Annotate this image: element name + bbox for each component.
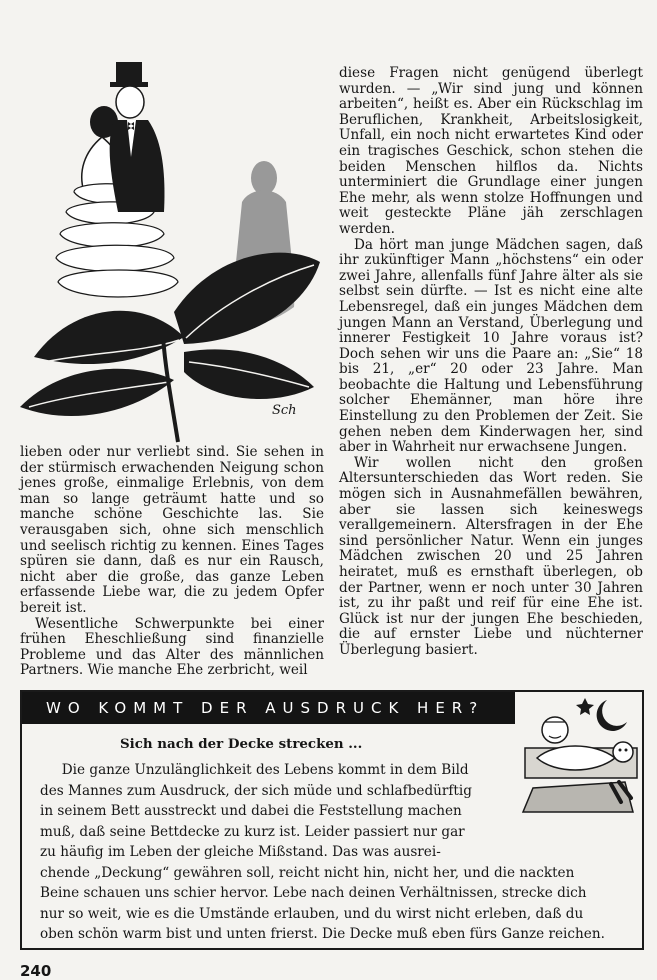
page-number: 240 bbox=[20, 962, 52, 980]
box-subtitle: Sich nach der Decke strecken ... bbox=[120, 736, 363, 752]
box-line-9: oben schön warm bist und unten frierst. Die Decke muß eben fürs Ganze reichen. bbox=[40, 926, 605, 942]
box-line-8: nur so weit, wie es die Umstände erlauben, und du wirst nicht erleben, daß du bbox=[40, 905, 584, 922]
right-paragraph-3: Wir wollen nicht den großen Altersunterschieden das Wort reden. Sie mögen sich in Ausnahmefällen bewähren, aber sie lassen sich keineswegs verallgemeinern. Altersfragen in der Ehe sind persönlicher Natur. Wenn ein junges Mädchen zwischen 20 und 25 Jahren heiratet, muß es ernsthaft überlegen, ob der Partner, wenn er noch unter 30 Jahren ist, zu ihr paßt und reif für eine Ehe ist. Glück ist nur der jungen Ehe beschieden, die auf ernster Liebe und nüchterner Überlegung basiert. bbox=[339, 454, 643, 658]
artist-signature: Sch bbox=[272, 403, 297, 418]
box-line-1: Die ganze Unzulänglichkeit des Lebens kommt in dem Bild bbox=[61, 762, 469, 778]
box-line-5: zu häufig im Leben der gleiche Mißstand. Das was ausrei- bbox=[40, 844, 441, 860]
box-body bbox=[40, 760, 636, 945]
box-line-2: des Mannes zum Ausdruck, der sich müde und schlafbedürftig bbox=[40, 782, 472, 799]
right-paragraph-2: Da hört man junge Mädchen sagen, daß ihr zukünftiger Mann „höchstens“ ein oder zwei Jahre, allenfalls fünf Jahre älter als sie selbst sein dürfte. — Ist es nicht eine alte Lebensregel, daß ein junges Mädchen dem jungen Mann an Verstand, Überlegung und innerer Festigkeit 10 Jahre voraus ist? Doch sehen wir uns die Paare an: „Sie“ 18 bis 21, „er“ 20 oder 23 Jahre. Man beobachte die Haltung und Lebensführung solcher Ehemänner, man höre ihre Einstellung zu den Problemen der Zeit. Sie gehen neben dem Kinderwagen her, sind aber in Wahrheit nur erwachsene Jungen. bbox=[339, 236, 643, 456]
box-line-3: in seinem Bett ausstreckt und dabei die Feststellung machen bbox=[40, 803, 462, 819]
box-line-6: chende „Deckung“ gewähren soll, reicht nicht hin, nicht her, und die nackten bbox=[40, 864, 575, 881]
couple-on-leaf-illustration bbox=[14, 62, 332, 444]
man-figure bbox=[110, 62, 165, 212]
box-line-4: muß, daß seine Bettdecke zu kurz ist. Leider passiert nur gar bbox=[40, 823, 465, 840]
right-column bbox=[339, 66, 643, 659]
left-column bbox=[20, 445, 324, 679]
box-header: WO KOMMT DER AUSDRUCK HER? bbox=[22, 692, 515, 724]
right-paragraph-1: diese Fragen nicht genügend überlegt wurden. — „Wir sind jung und können arbeiten“, heißt es. Aber ein Rückschlag im Beruflichen, Krankheit, Arbeitslosigkeit, Unfall, ein noch nicht erwartetes Kind oder ein tragisches Geschick, schon stehen die beiden Menschen hilflos da. Nichts unterminiert die Grundlage einer jungen Ehe mehr, als wenn stolze Hoffnungen und weit gesteckte Pläne jäh zerschlagen werden. bbox=[339, 65, 643, 237]
box-line-7: Beine schauen uns schier hervor. Lebe nach deinen Verhältnissen, strecke dich bbox=[40, 885, 587, 901]
left-paragraph-2: Wesentliche Schwerpunkte bei einer frühen Eheschließung sind finanzielle Probleme und das Alter des männlichen Partners. Wie manche Ehe zerbricht, weil bbox=[20, 615, 324, 679]
expression-origin-box bbox=[20, 690, 644, 950]
left-paragraph-1: lieben oder nur verliebt sind. Sie sehen in der stürmisch erwachenden Neigung schon jenes große, einmalige Erlebnis, von dem man so lange geträumt hatte und so manche schöne Geschichte las. Sie verausgaben sich, ohne sich menschlich und seelisch richtig zu kennen. Eines Tages spüren sie dann, daß es nur ein Rausch, nicht aber die große, das ganze Leben erfassende Liebe war, die zu jedem Opfer bereit ist. bbox=[20, 444, 324, 616]
